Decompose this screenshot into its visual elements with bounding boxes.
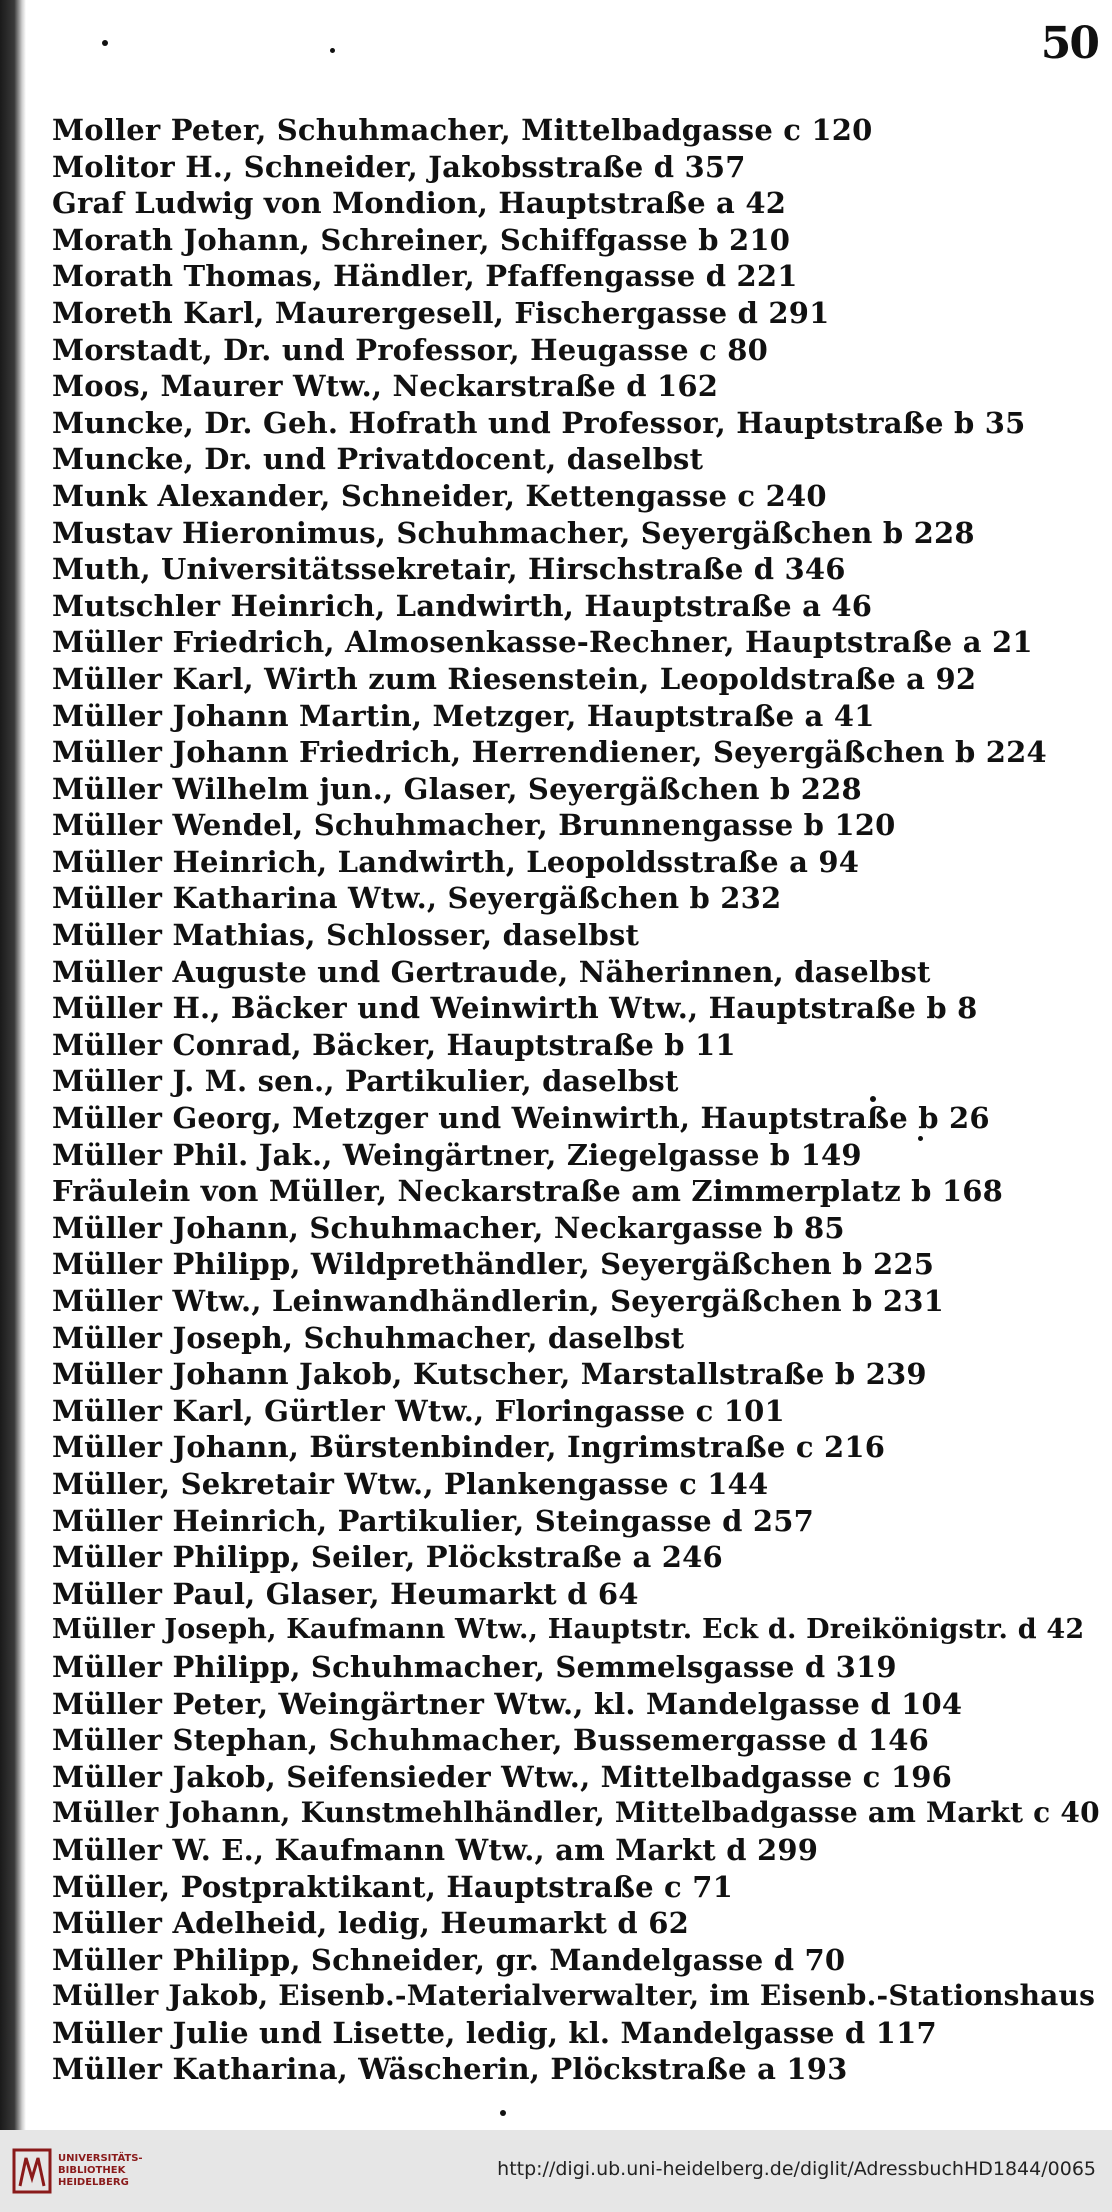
page-binding-edge (0, 0, 26, 2130)
directory-entry: Müller Georg, Metzger und Weinwirth, Hauptstraße b 26 (52, 1101, 990, 1136)
source-url-link[interactable]: http://digi.ub.uni-heidelberg.de/diglit/AdressbuchHD1844/0065 (497, 2158, 1096, 2180)
directory-entry: Müller Phil. Jak., Weingärtner, Ziegelgasse b 149 (52, 1137, 862, 1172)
directory-entry: Morath Thomas, Händler, Pfaffengasse d 221 (52, 259, 798, 294)
directory-entry: Fräulein von Müller, Neckarstraße am Zimmerplatz b 168 (52, 1174, 1004, 1209)
directory-entry: Müller Heinrich, Landwirth, Leopoldsstraße a 94 (52, 844, 860, 879)
directory-entry: Mustav Hieronimus, Schuhmacher, Seyergäßchen b 228 (52, 515, 975, 550)
directory-entry: Müller Katharina Wtw., Seyergäßchen b 232 (52, 881, 782, 916)
directory-entry: Müller, Postpraktikant, Hauptstraße c 71 (52, 1869, 733, 1904)
directory-entry: Müller Philipp, Wildprethändler, Seyergäßchen b 225 (52, 1247, 935, 1282)
directory-entry: Müller Karl, Gürtler Wtw., Floringasse c 101 (52, 1393, 785, 1428)
directory-entry: Müller Philipp, Schneider, gr. Mandelgasse d 70 (52, 1942, 846, 1977)
directory-entry: Müller Karl, Wirth zum Riesenstein, Leopoldstraße a 92 (52, 661, 977, 696)
directory-entry: Molitor H., Schneider, Jakobsstraße d 357 (52, 149, 746, 184)
directory-entry: Müller Johann, Kunstmehlhändler, Mittelbadgasse am Markt c 40 (52, 1796, 1100, 1830)
directory-entry: Moller Peter, Schuhmacher, Mittelbadgasse c 120 (52, 113, 873, 147)
directory-entry: Müller Jakob, Eisenb.-Materialverwalter, im Eisenb.-Stationshaus (52, 1979, 1096, 2013)
logo-line: HEIDELBERG (58, 2177, 129, 2188)
directory-entry: Müller Peter, Weingärtner Wtw., kl. Mandelgasse d 104 (52, 1686, 963, 1721)
directory-entry: Müller Auguste und Gertraude, Näherinnen, daselbst (52, 954, 931, 989)
directory-entry: Müller Mathias, Schlosser, daselbst (52, 918, 640, 953)
logo-line: UNIVERSITÄTS- (58, 2153, 143, 2164)
directory-entry: Müller Wtw., Leinwandhändlerin, Seyergäßchen b 231 (52, 1284, 945, 1318)
directory-entry: Müller Heinrich, Partikulier, Steingasse d 257 (52, 1503, 815, 1538)
directory-entry: Mutschler Heinrich, Landwirth, Hauptstraße a 46 (52, 588, 873, 623)
directory-entry: Muncke, Dr. und Privatdocent, daselbst (52, 442, 704, 477)
directory-entry: Müller Stephan, Schuhmacher, Bussemergasse d 146 (52, 1723, 930, 1758)
directory-entry: Morstadt, Dr. und Professor, Heugasse c 80 (52, 332, 769, 367)
directory-entry: Müller Philipp, Seiler, Plöckstraße a 246 (52, 1540, 723, 1575)
directory-entry: Moreth Karl, Maurergesell, Fischergasse d 291 (52, 295, 830, 330)
directory-entry: Müller Jakob, Seifensieder Wtw., Mittelbadgasse c 196 (52, 1759, 952, 1794)
directory-entry: Müller Wendel, Schuhmacher, Brunnengasse b 120 (52, 808, 896, 843)
directory-entry: Müller H., Bäcker und Weinwirth Wtw., Hauptstraße b 8 (52, 991, 978, 1026)
directory-entry: Müller Joseph, Schuhmacher, daselbst (52, 1320, 685, 1355)
directory-entry: Müller Johann Friedrich, Herrendiener, Seyergäßchen b 224 (52, 735, 1047, 770)
directory-entry: Müller Friedrich, Almosenkasse-Rechner, Hauptstraße a 21 (52, 625, 1033, 660)
logo-line: BIBLIOTHEK (58, 2165, 126, 2176)
directory-entry: Müller Katharina, Wäscherin, Plöckstraße a 193 (52, 2052, 848, 2087)
ink-speck (500, 2110, 506, 2116)
directory-entry: Müller Paul, Glaser, Heumarkt d 64 (52, 1576, 639, 1611)
directory-entry: Müller Wilhelm jun., Glaser, Seyergäßchen b 228 (52, 771, 862, 806)
directory-entry: Munk Alexander, Schneider, Kettengasse c 240 (52, 478, 827, 513)
directory-entry: Müller Johann, Schuhmacher, Neckargasse b 85 (52, 1210, 845, 1245)
directory-entry: Müller Adelheid, ledig, Heumarkt d 62 (52, 1906, 689, 1941)
directory-entry: Morath Johann, Schreiner, Schiffgasse b 210 (52, 222, 791, 257)
directory-entry: Muth, Universitätssekretair, Hirschstraße d 346 (52, 552, 846, 587)
directory-entry: Müller Johann Jakob, Kutscher, Marstallstraße b 239 (52, 1357, 927, 1392)
library-seal-icon (12, 2148, 52, 2194)
directory-entry: Müller Johann Martin, Metzger, Hauptstraße a 41 (52, 698, 875, 733)
directory-entry: Müller Philipp, Schuhmacher, Semmelsgasse d 319 (52, 1649, 897, 1684)
directory-entry: Müller Johann, Bürstenbinder, Ingrimstraße c 216 (52, 1430, 886, 1465)
directory-entry: Moos, Maurer Wtw., Neckarstraße d 162 (52, 369, 719, 404)
directory-entry: Müller Julie und Lisette, ledig, kl. Mandelgasse d 117 (52, 2015, 937, 2050)
footer-bar (0, 2130, 1112, 2212)
directory-entry: Graf Ludwig von Mondion, Hauptstraße a 42 (52, 186, 787, 221)
directory-entry: Müller W. E., Kaufmann Wtw., am Markt d 299 (52, 1832, 819, 1867)
library-logo-text (58, 2153, 143, 2189)
ink-speck (330, 48, 335, 53)
ink-speck (102, 40, 108, 46)
page-number: 50 (1040, 18, 1098, 69)
directory-entry: Müller Conrad, Bäcker, Hauptstraße b 11 (52, 1027, 736, 1062)
address-entries-list (52, 112, 1102, 2088)
library-logo[interactable] (12, 2146, 152, 2196)
directory-entry: Muncke, Dr. Geh. Hofrath und Professor, Hauptstraße b 35 (52, 405, 1026, 440)
directory-entry: Müller Joseph, Kaufmann Wtw., Hauptstr. Eck d. Dreikönigstr. d 42 (52, 1614, 1085, 1646)
directory-entry: Müller, Sekretair Wtw., Plankengasse c 144 (52, 1466, 769, 1501)
directory-entry: Müller J. M. sen., Partikulier, daselbst (52, 1064, 679, 1099)
